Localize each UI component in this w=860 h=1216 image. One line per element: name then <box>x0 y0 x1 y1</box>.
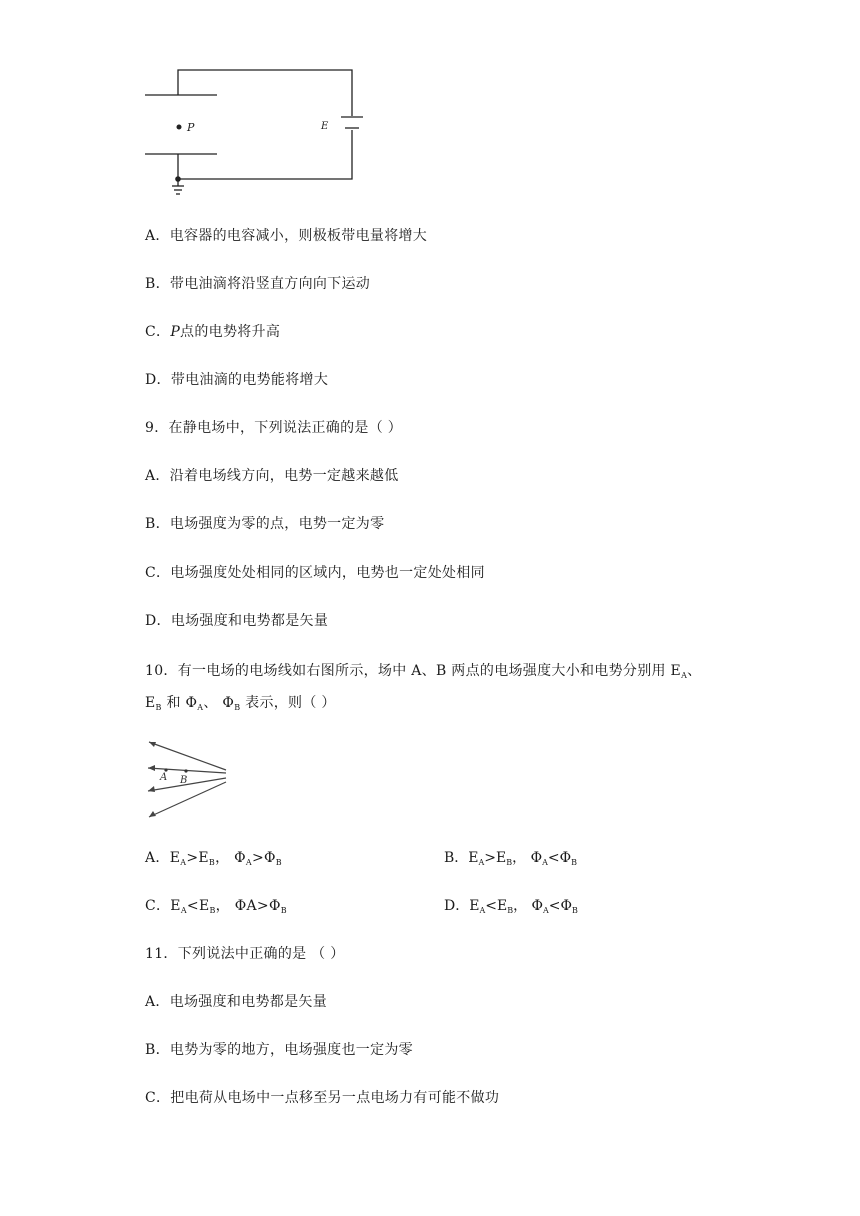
q10-option-d: D．$E_A<E_B$， $\Phi_A<\Phi_B$ <box>444 898 578 915</box>
q10-option-a: A．$E_A>E_B$， $\Phi_A>\Phi_B$ <box>145 850 282 867</box>
electric-field-lines-figure <box>140 735 235 823</box>
q8-option-d: D．带电油滴的电势能将增大 <box>145 372 329 388</box>
q9-option-a: A．沿着电场线方向，电势一定越来越低 <box>145 468 399 484</box>
q8-option-c-prefix: C． <box>145 324 171 340</box>
q8-option-c-italic: P <box>170 324 181 340</box>
q9-option-d: D．电场强度和电势都是矢量 <box>145 613 329 629</box>
battery-e-label: E <box>321 121 329 132</box>
q10-stem-sub: A <box>681 671 688 680</box>
q11-option-b: B．电势为零的地方，电场强度也一定为零 <box>145 1042 413 1058</box>
q10-option-d-label: D．E <box>444 898 480 914</box>
q10-option-a-label: A．E <box>145 850 181 866</box>
q11-option-a: A．电场强度和电势都是矢量 <box>145 994 328 1010</box>
q10-stem-end: 、 <box>687 663 702 679</box>
q8-option-b: B．带电油滴将沿竖直方向向下运动 <box>145 276 371 292</box>
q11-option-c: C．把电荷从电场中一点移至另一点电场力有可能不做功 <box>145 1090 500 1106</box>
point-p-label: P <box>187 121 195 134</box>
q10-option-b-label: B．E <box>444 850 479 866</box>
q9-option-c: C．电场强度处处相同的区域内，电势也一定处处相同 <box>145 565 485 581</box>
q11-stem: 11．下列说法中正确的是 （ ） <box>145 946 345 962</box>
q10-stem-line1 <box>145 661 701 686</box>
q10-option-c-label: C．E <box>145 898 181 914</box>
q9-option-b: B．电场强度为零的点，电势一定为零 <box>145 516 385 532</box>
q8-option-c <box>145 322 280 342</box>
q9-stem: 9．在静电场中，下列说法正确的是（ ） <box>145 420 403 436</box>
q10-option-b: B．$E_A>E_B$， $\Phi_A<\Phi_B$ <box>444 850 577 867</box>
q10-stem-text: 10．有一电场的电场线如右图所示，场中 A、B 两点的电场强度大小和电势分别用 E <box>145 663 682 679</box>
q8-option-c-rest: 点的电势将升高 <box>180 324 281 340</box>
q8-option-a: A．电容器的电容减小，则极板带电量将增大 <box>145 228 428 244</box>
q10-option-c: C．$E_A<E_B$， $\Phi A>\Phi_B$ <box>145 898 287 915</box>
capacitor-circuit-figure <box>140 62 365 202</box>
field-point-a-label: A <box>160 772 168 783</box>
q10-stem-line2: $E_B$ 和 $\Phi_A$、 $\Phi_B$ 表示，则（ ） <box>145 695 336 712</box>
field-point-b-label: B <box>180 775 188 786</box>
